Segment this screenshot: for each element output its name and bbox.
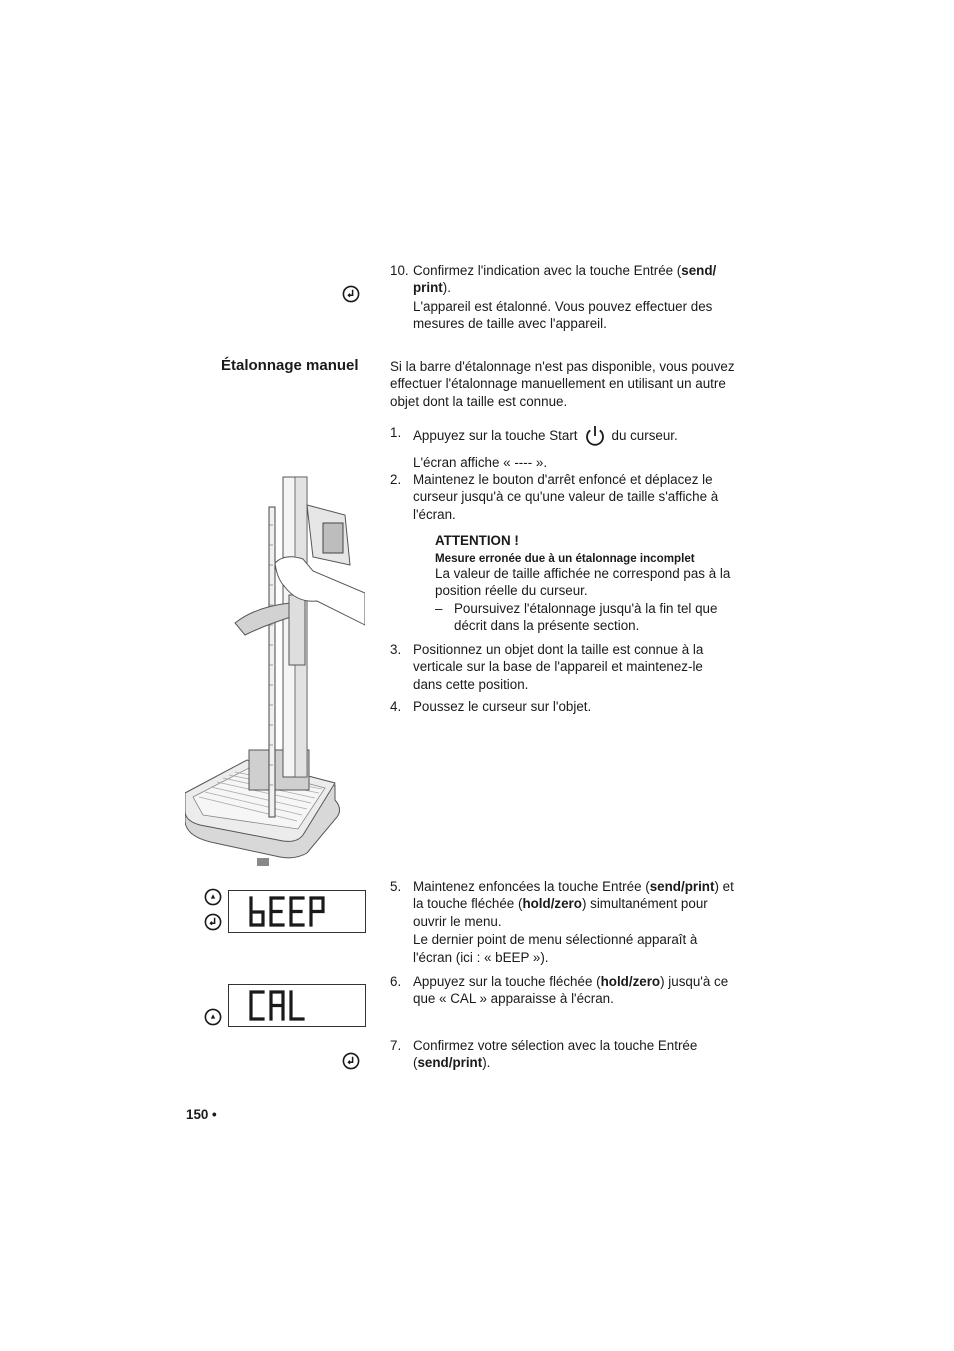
step-5-text: Maintenez enfoncées la touche Entrée (send/print) et la touche fléchée (hold/zero) simultanément pour ouvrir le menu. — [413, 879, 734, 929]
step-6-text: Appuyez sur la touche fléchée (hold/zero) jusqu'à ce que « CAL » apparaisse à l'écran. — [413, 974, 729, 1007]
page-number: 150 • — [186, 1107, 217, 1122]
step-3 — [390, 641, 735, 693]
lcd-display-cal — [228, 984, 366, 1027]
step-3-text: Positionnez un objet dont la taille est connue à la verticale sur la base de l'appareil et maintenez-le dans cette position. — [413, 642, 704, 692]
step-number: 6. — [390, 974, 402, 989]
lcd-segments-beep — [229, 891, 365, 932]
attention-title: ATTENTION ! — [435, 533, 519, 548]
step-5 — [390, 878, 735, 966]
step-number: 2. — [390, 472, 402, 487]
step-number: 5. — [390, 879, 402, 894]
step-4-text: Poussez le curseur sur l'objet. — [413, 699, 592, 714]
step-4 — [390, 698, 735, 715]
device-illustration — [185, 475, 365, 870]
step-7 — [390, 1037, 735, 1072]
step-number: 4. — [390, 699, 402, 714]
step-10-text: Confirmez l'indication avec la touche Entrée (send/ print). — [413, 263, 717, 296]
arrow-key-icon — [204, 888, 222, 906]
step-5-result: Le dernier point de menu sélectionné apparaît à l'écran (ici : « bEEP »). — [413, 932, 698, 965]
arrow-key-icon — [204, 1008, 222, 1026]
step-10-result: L'appareil est étalonné. Vous pouvez effectuer des mesures de taille avec l'appareil. — [413, 298, 713, 332]
attention-text: La valeur de taille affichée ne correspond pas à la position réelle du curseur. — [435, 566, 731, 598]
step-number: 3. — [390, 642, 402, 657]
section-heading: Étalonnage manuel — [221, 357, 359, 374]
step-2-text: Maintenez le bouton d'arrêt enfoncé et déplacez le curseur jusqu'à ce qu'une valeur de taille s'affiche à l'écran. — [413, 472, 719, 522]
step-number: 1. — [390, 425, 402, 440]
step-10 — [390, 262, 735, 333]
step-1 — [390, 424, 735, 471]
step-number: 10. — [390, 263, 409, 278]
step-2 — [390, 471, 735, 523]
step-6 — [390, 973, 735, 1008]
lcd-segments-cal — [229, 985, 365, 1026]
enter-key-icon — [342, 285, 360, 303]
step-number: 7. — [390, 1038, 402, 1053]
enter-key-icon — [342, 1052, 360, 1070]
enter-key-icon — [204, 913, 222, 931]
dash: – — [435, 601, 443, 617]
section-intro: Si la barre d'étalonnage n'est pas disponible, vous pouvez effectuer l'étalonnage manuellement en utilisant un autre objet dont la taille est connue. — [390, 359, 735, 409]
step-1-result: L'écran affiche « ---- ». — [413, 455, 548, 470]
attention-bullet: – Poursuivez l'étalonnage jusqu'à la fin tel que décrit dans la présente section. — [435, 601, 718, 633]
attention-subtitle: Mesure erronée due à un étalonnage incomplet — [435, 552, 695, 565]
lcd-display-beep — [228, 890, 366, 933]
step-7-text: Confirmez votre sélection avec la touche Entrée (send/print). — [413, 1038, 698, 1071]
power-icon — [584, 424, 606, 448]
step-1-text: Appuyez sur la touche Start du curseur. — [413, 424, 735, 448]
attention-block — [435, 532, 735, 634]
